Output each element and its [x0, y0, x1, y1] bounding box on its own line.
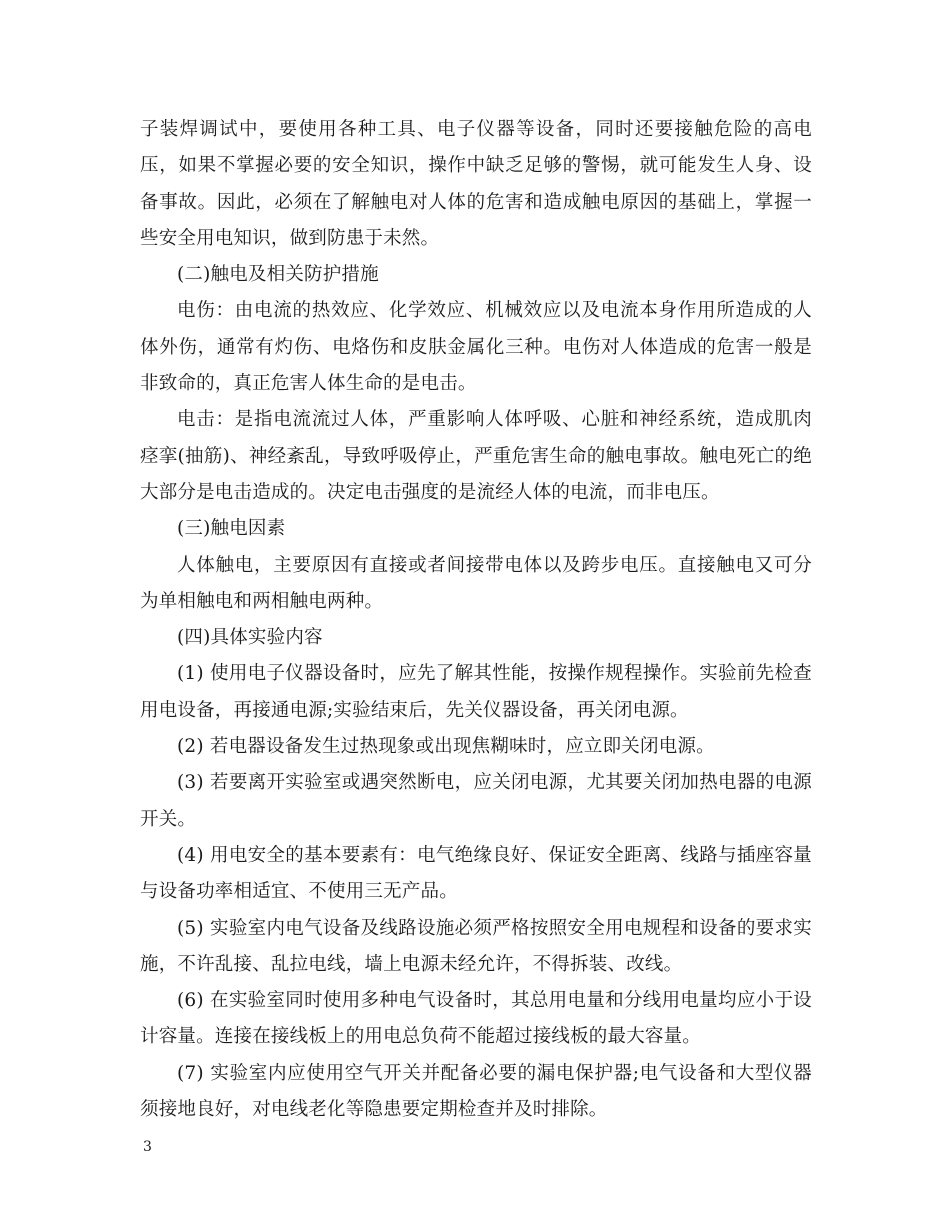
list-item-3: (3) 若要离开实验室或遇突然断电，应关闭电源，尤其要关闭加热电器的电源开关。 [140, 772, 812, 830]
list-item-7: (7) 实验室内应使用空气开关并配备必要的漏电保护器;电气设备和大型仪器须接地良好，对电线老化等隐患要定期检查并及时排除。 [140, 1062, 812, 1121]
list-item-1: (1) 使用电子仪器设备时，应先了解其性能，按操作规程操作。实验前先检查用电设备，再接通电源;实验结束后，先关仪器设备，再关闭电源。 [140, 663, 812, 721]
list-item-2: (2) 若电器设备发生过热现象或出现焦糊味时，应立即关闭电源。 [177, 736, 715, 758]
page-number: 3 [143, 1139, 152, 1155]
paragraph-electric-shock: 电击：是指电流流过人体，严重影响人体呼吸、心脏和神经系统，造成肌肉痉挛(抽筋)、神经紊乱，导致呼吸停止，严重危害生命的触电事故。触电死亡的绝大部分是电击造成的。决定电击强度的是流经人体的电流，而非电压。 [140, 409, 812, 503]
paragraph-shock-causes: 人体触电，主要原因有直接或者间接带电体以及跨步电压。直接触电又可分为单相触电和两相触电两种。 [140, 554, 812, 612]
section-heading-electric-shock-protection: (二)触电及相关防护措施 [177, 264, 379, 286]
list-item-6: (6) 在实验室同时使用多种电气设备时，其总用电量和分线用电量均应小于设计容量。连接在接线板上的用电总负荷不能超过接线板的最大容量。 [140, 990, 812, 1048]
list-item-4: (4) 用电安全的基本要素有：电气绝缘良好、保证安全距离、线路与插座容量与设备功率相适宜、不使用三无产品。 [140, 844, 812, 903]
list-item-5: (5) 实验室内电气设备及线路设施必须严格按照安全用电规程和设备的要求实施，不许乱接、乱拉电线，墙上电源未经允许，不得拆装、改线。 [140, 917, 812, 975]
page-body [140, 112, 812, 1128]
paragraph-intro-continued: 子装焊调试中，要使用各种工具、电子仪器等设备，同时还要接触危险的高电压，如果不掌握必要的安全知识，操作中缺乏足够的警惕，就可能发生人身、设备事故。因此，必须在了解触电对人体的危害和造成触电原因的基础上，掌握一些安全用电知识，做到防患于未然。 [140, 119, 812, 249]
section-heading-experiment-content: (四)具体实验内容 [177, 627, 323, 649]
section-heading-shock-factors: (三)触电因素 [177, 518, 286, 540]
paragraph-electric-injury: 电伤：由电流的热效应、化学效应、机械效应以及电流本身作用所造成的人体外伤，通常有灼伤、电烙伤和皮肤金属化三种。电伤对人体造成的危害一般是非致命的，真正危害人体生命的是电击。 [140, 300, 812, 395]
